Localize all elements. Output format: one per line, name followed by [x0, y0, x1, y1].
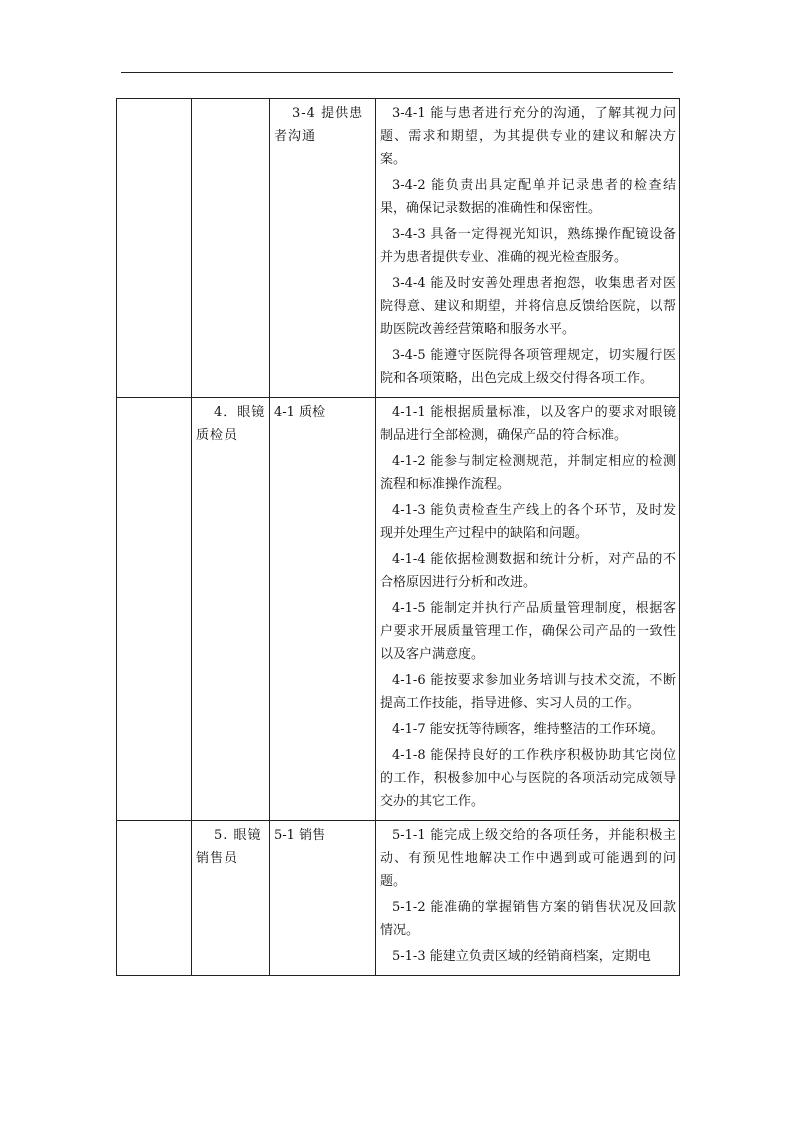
category-cell [117, 99, 192, 398]
position-cell [192, 99, 270, 398]
duty-item: 5-1-1 能完成上级交给的各项任务，并能积极主动、有预见性地解决工作中遇到或可能遇到的问题。 [380, 828, 676, 889]
job-duties-table [116, 98, 680, 976]
task-cell: 3-4 提供患者沟通 [270, 99, 376, 398]
position-cell: 5. 眼镜销售员 [192, 821, 270, 976]
duty-item: 3-4-5 能遵守医院得各项管理规定，切实履行医院和各项策略，出色完成上级交付得各项工作。 [380, 348, 676, 386]
duty-item: 4-1-4 能依据检测数据和统计分析，对产品的不合格原因进行分析和改进。 [380, 552, 676, 590]
category-cell [117, 821, 192, 976]
duty-item: 4-1-1 能根据质量标准，以及客户的要求对眼镜制品进行全部检测，确保产品的符合标准。 [380, 405, 676, 443]
table-row [117, 398, 680, 821]
duty-cell [376, 821, 680, 976]
task-cell: 4-1 质检 [270, 398, 376, 821]
duty-item: 5-1-2 能准确的掌握销售方案的销售状况及回款情况。 [380, 900, 676, 938]
duty-item: 4-1-5 能制定并执行产品质量管理制度，根据客户要求开展质量管理工作，确保公司产品的一致性以及客户满意度。 [380, 601, 676, 662]
duty-item: 3-4-1 能与患者进行充分的沟通，了解其视力问题、需求和期望，为其提供专业的建议和解决方案。 [380, 106, 676, 167]
task-cell: 5-1 销售 [270, 821, 376, 976]
duty-item: 3-4-3 具备一定得视光知识，熟练操作配镜设备并为患者提供专业、准确的视光检查服务。 [380, 227, 676, 265]
duty-item: 4-1-7 能安抚等待顾客，维持整洁的工作环境。 [392, 722, 664, 737]
duty-item: 3-4-4 能及时安善处理患者抱怨，收集患者对医院得意、建议和期望，并将信息反馈给医院，以帮助医院改善经营策略和服务水平。 [380, 276, 676, 337]
duty-item: 4-1-6 能按要求参加业务培训与技术交流，不断提高工作技能，指导进修、实习人员的工作。 [380, 673, 676, 711]
duty-item: 4-1-8 能保持良好的工作秩序积极协助其它岗位的工作，积极参加中心与医院的各项活动完成领导交办的其它工作。 [380, 748, 676, 809]
table-row [117, 821, 680, 976]
duty-item: 3-4-2 能负责出具定配单并记录患者的检查结果，确保记录数据的准确性和保密性。 [380, 178, 676, 216]
header-rule [121, 72, 673, 73]
position-cell: 4．眼镜质检员 [192, 398, 270, 821]
table-row [117, 99, 680, 398]
duty-item: 4-1-2 能参与制定检测规范，并制定相应的检测流程和标准操作流程。 [380, 454, 676, 492]
duty-cell [376, 398, 680, 821]
duty-cell [376, 99, 680, 398]
category-cell [117, 398, 192, 821]
duty-item: 5-1-3 能建立负责区域的经销商档案，定期电 [392, 949, 651, 964]
duty-item: 4-1-3 能负责检查生产线上的各个环节，及时发现并处理生产过程中的缺陷和问题。 [380, 503, 676, 541]
